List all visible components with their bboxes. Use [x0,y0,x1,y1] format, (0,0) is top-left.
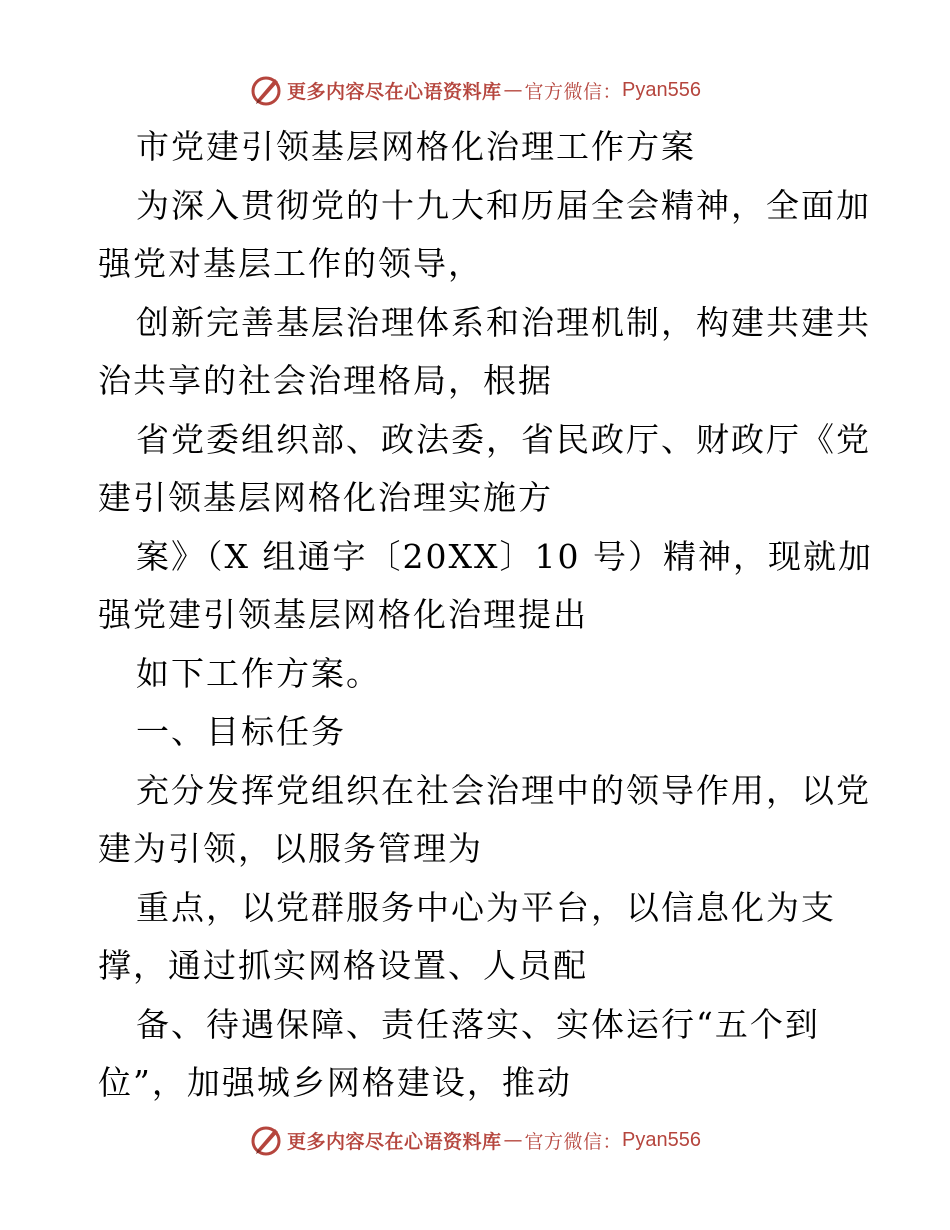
paragraph-line: 强党对基层工作的领导， [98,244,483,283]
paragraph-line: 案》（X 组通字〔20XX〕10 号）精神，现就加 [136,536,873,576]
paragraph-line: 如下工作方案。 [136,653,381,693]
watermark-site-text: 更多内容尽在心语资料库 [287,80,502,103]
paragraph-line: 重点，以党群服务中心为平台，以信息化为支 [136,887,836,927]
paragraph-line: 撑，通过抓实网格设置、人员配 [98,946,588,985]
section-heading: 一、目标任务 [136,712,346,751]
document-body [98,118,873,1113]
paragraph-line: 备、待遇保障、责任落实、实体运行“五个到 [136,1004,820,1044]
watermark-wechat-id: Pyan556 [622,1128,701,1151]
watermark-dash: — [503,79,523,101]
document-title: 市党建引领基层网格化治理工作方案 [136,127,696,166]
watermark-dash: — [503,1129,523,1151]
quill-pen-logo-icon [249,73,283,107]
watermark-footer [0,1118,950,1162]
paragraph-line: 省党委组织部、政法委，省民政厅、财政厅《党 [136,419,871,459]
watermark-site-text: 更多内容尽在心语资料库 [287,1130,502,1153]
watermark-header [0,68,950,112]
paragraph-line: 创新完善基层治理体系和治理机制，构建共建共 [136,302,871,342]
paragraph-line: 位”，加强城乡网格建设，推动 [98,1063,572,1102]
paragraph-line: 建引领基层网格化治理实施方 [98,478,553,517]
paragraph-line: 强党建引领基层网格化治理提出 [98,595,588,634]
quill-pen-logo-icon [249,1123,283,1157]
paragraph-line: 治共享的社会治理格局，根据 [98,361,553,400]
paragraph-line: 建为引领，以服务管理为 [98,829,483,868]
paragraph-line: 充分发挥党组织在社会治理中的领导作用，以党 [136,770,871,810]
watermark-wechat-label: 官方微信： [524,80,623,103]
watermark-wechat-id: Pyan556 [622,78,701,101]
paragraph-line: 为深入贯彻党的十九大和历届全会精神，全面加 [136,185,871,225]
watermark-wechat-label: 官方微信： [524,1130,623,1153]
